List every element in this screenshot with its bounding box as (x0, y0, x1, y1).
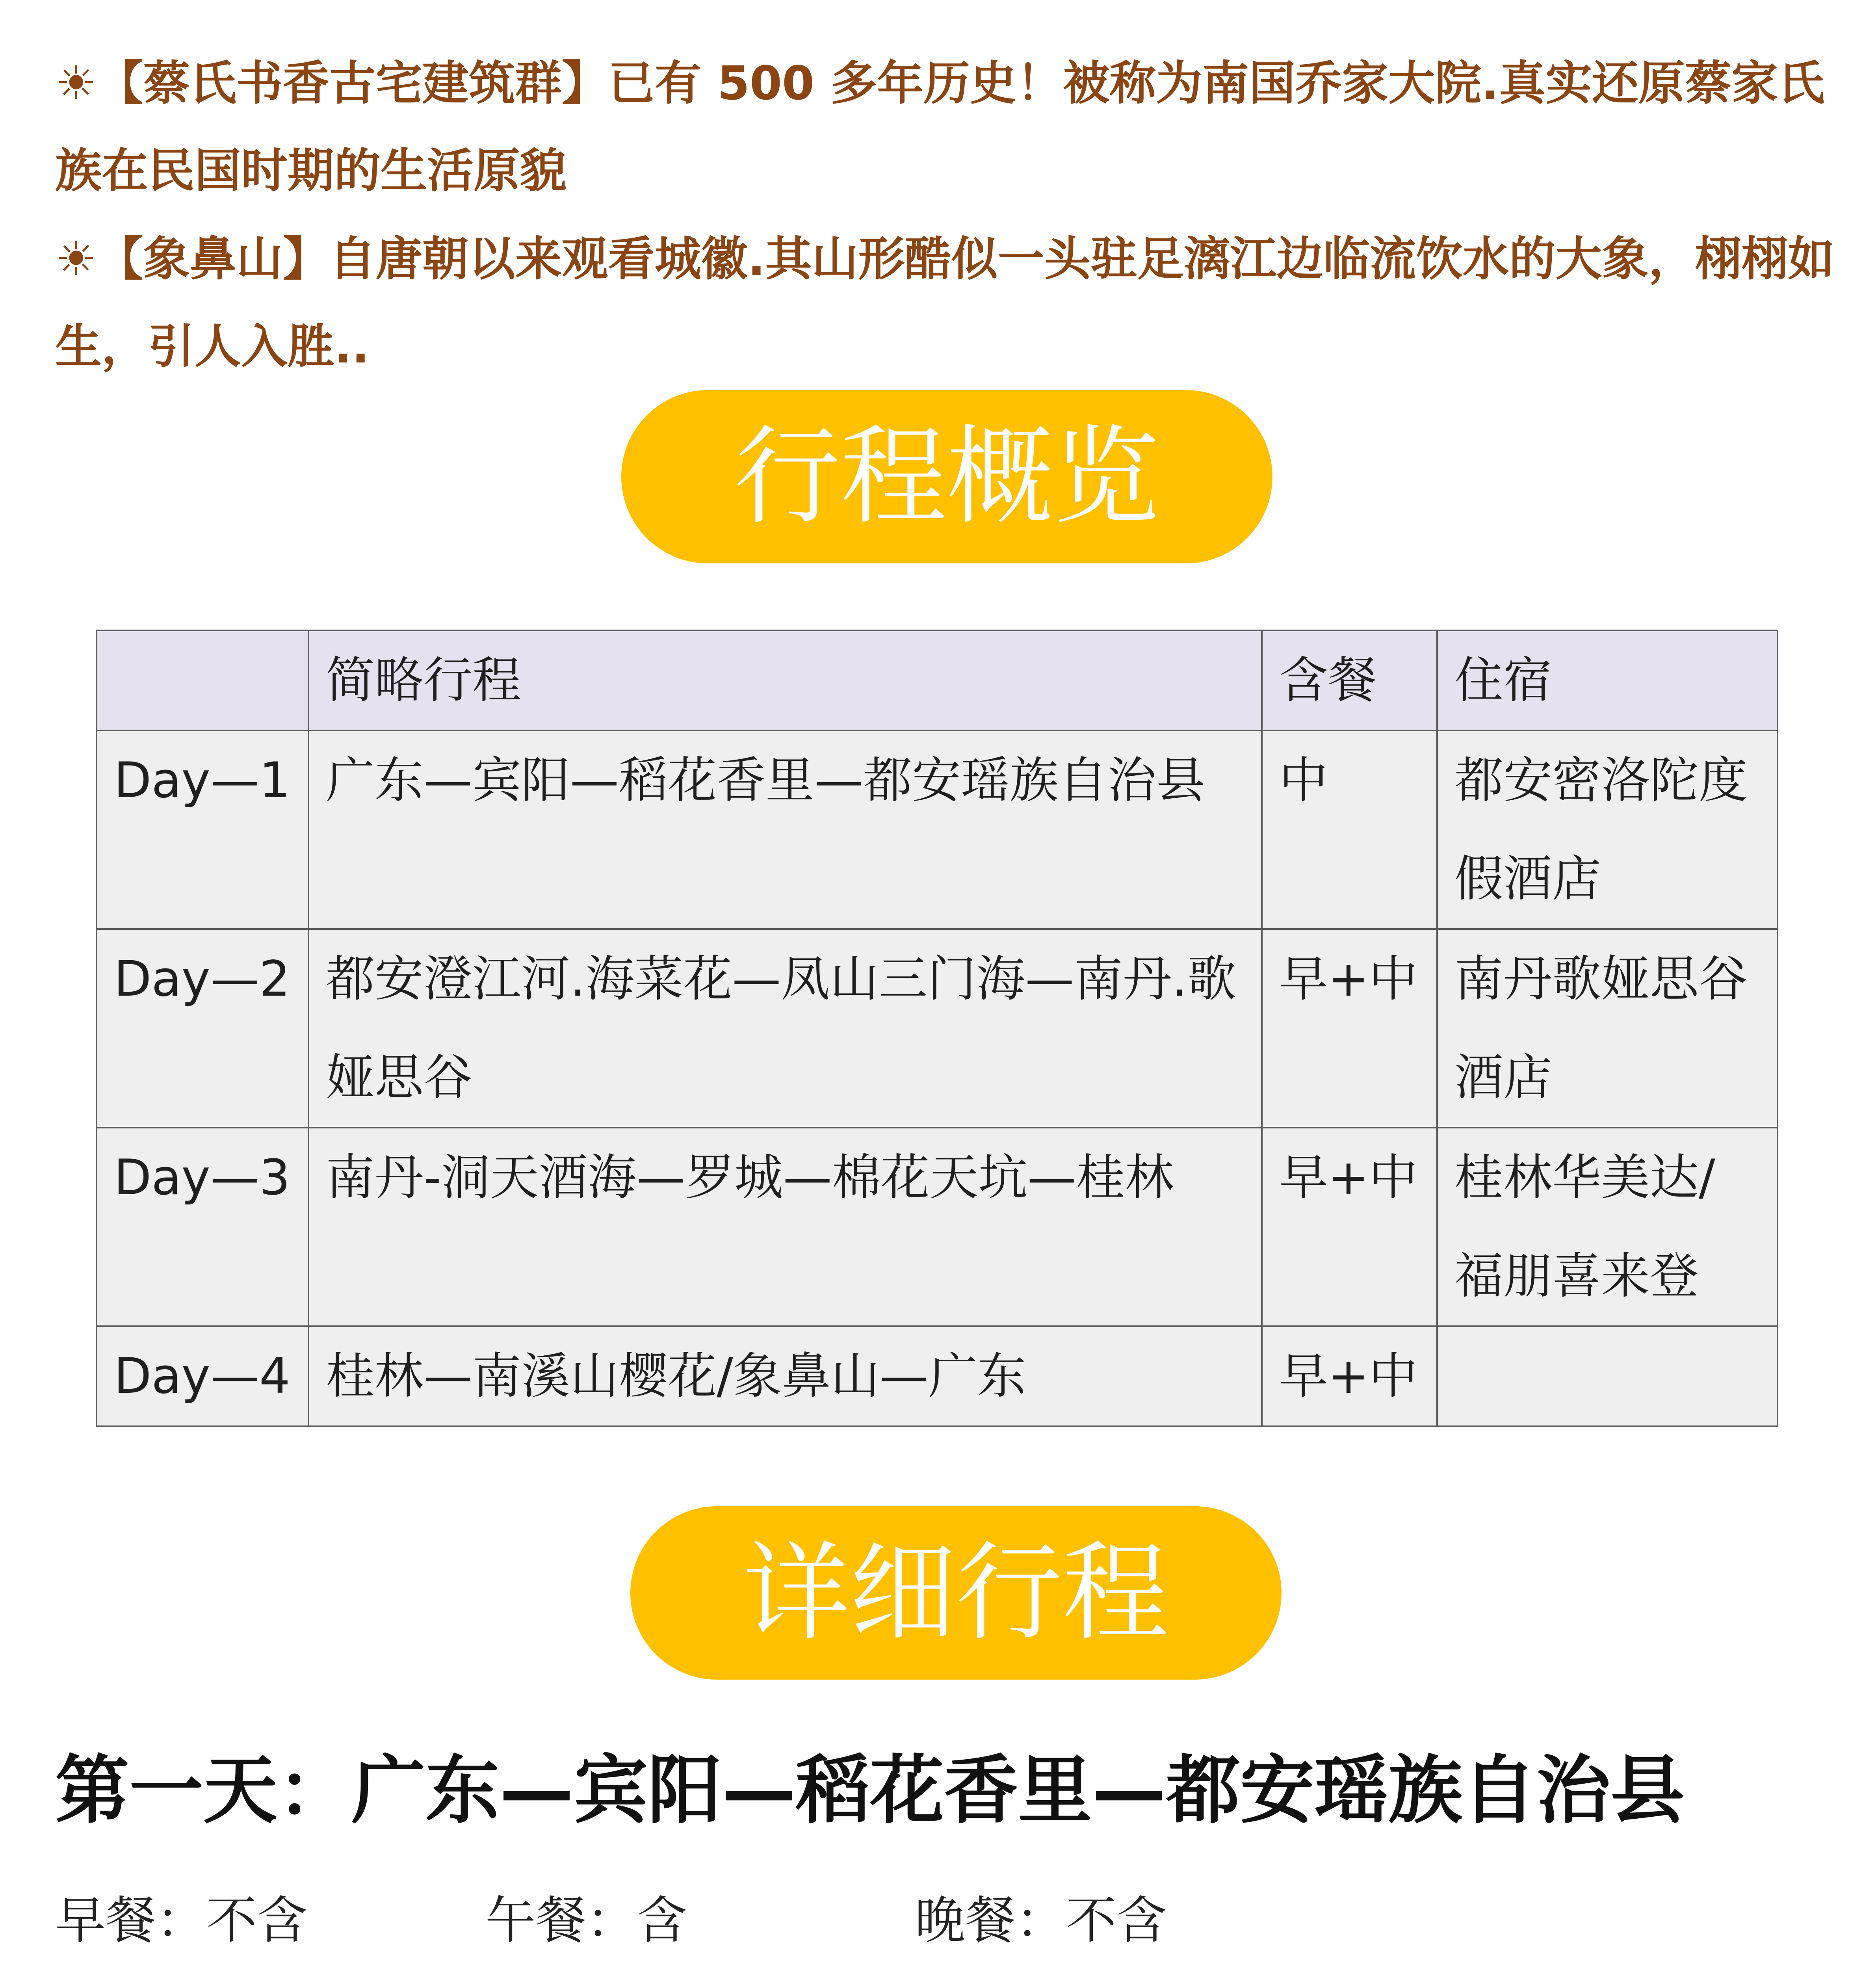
highlight-text: 【象鼻山】自唐朝以来观看城徽.其山形酷似一头驻足漓江边临流饮水的大象，栩栩如生，引人入胜.. (55, 232, 1835, 374)
highlight-text: 【蔡氏书香古宅建筑群】已有 500 多年历史！被称为南国乔家大院.真实还原蔡家氏族在民国时期的生活原貌 (55, 56, 1825, 198)
meals-cell: 早+中 (1262, 1326, 1437, 1426)
table-row (97, 730, 1778, 929)
day-cell: Day—2 (97, 929, 308, 1128)
lunch-info: 午餐：含 (485, 1891, 687, 1950)
day-cell: Day—1 (97, 730, 308, 929)
route-cell: 广东—宾阳—稻花香里—都安瑶族自治县 (308, 730, 1262, 929)
table-header-row (97, 630, 1778, 730)
hotel-cell: 桂林华美达/福朋喜来登 (1437, 1128, 1778, 1326)
dinner-info: 晚餐：不含 (915, 1891, 1167, 1950)
detail-title: 详细行程 (743, 1531, 1169, 1655)
overview-title: 行程概览 (734, 414, 1160, 539)
meals-cell: 早+中 (1262, 929, 1437, 1128)
table-row (97, 1326, 1778, 1426)
header-cell-meals: 含餐 (1262, 630, 1437, 730)
table-row (97, 929, 1778, 1128)
itinerary-overview-table (96, 630, 1778, 1427)
highlight-item (55, 215, 1836, 390)
sun-icon: ☀ (55, 56, 97, 110)
header-cell-day (97, 630, 308, 730)
highlight-item (55, 39, 1836, 214)
hotel-cell: 南丹歌娅思谷酒店 (1437, 929, 1778, 1128)
meals-cell: 中 (1262, 730, 1437, 929)
hotel-cell (1437, 1326, 1778, 1426)
day-cell: Day—3 (97, 1128, 308, 1326)
table-row (97, 1128, 1778, 1326)
meals-cell: 早+中 (1262, 1128, 1437, 1326)
sun-icon: ☀ (55, 232, 97, 286)
overview-title-banner (621, 390, 1272, 563)
breakfast-info: 早餐：不含 (55, 1891, 308, 1950)
header-cell-route: 简略行程 (308, 630, 1262, 730)
route-cell: 都安澄江河.海菜花—凤山三门海—南丹.歌娅思谷 (308, 929, 1262, 1128)
hotel-cell: 都安密洛陀度假酒店 (1437, 730, 1778, 929)
day-cell: Day—4 (97, 1326, 308, 1426)
detail-title-banner (630, 1506, 1282, 1680)
day-heading: 第一天：广东—宾阳—稻花香里—都安瑶族自治县 (55, 1747, 1685, 1834)
header-cell-hotel: 住宿 (1437, 630, 1778, 730)
route-cell: 南丹-洞天酒海—罗城—棉花天坑—桂林 (308, 1128, 1262, 1326)
route-cell: 桂林—南溪山樱花/象鼻山—广东 (308, 1326, 1262, 1426)
